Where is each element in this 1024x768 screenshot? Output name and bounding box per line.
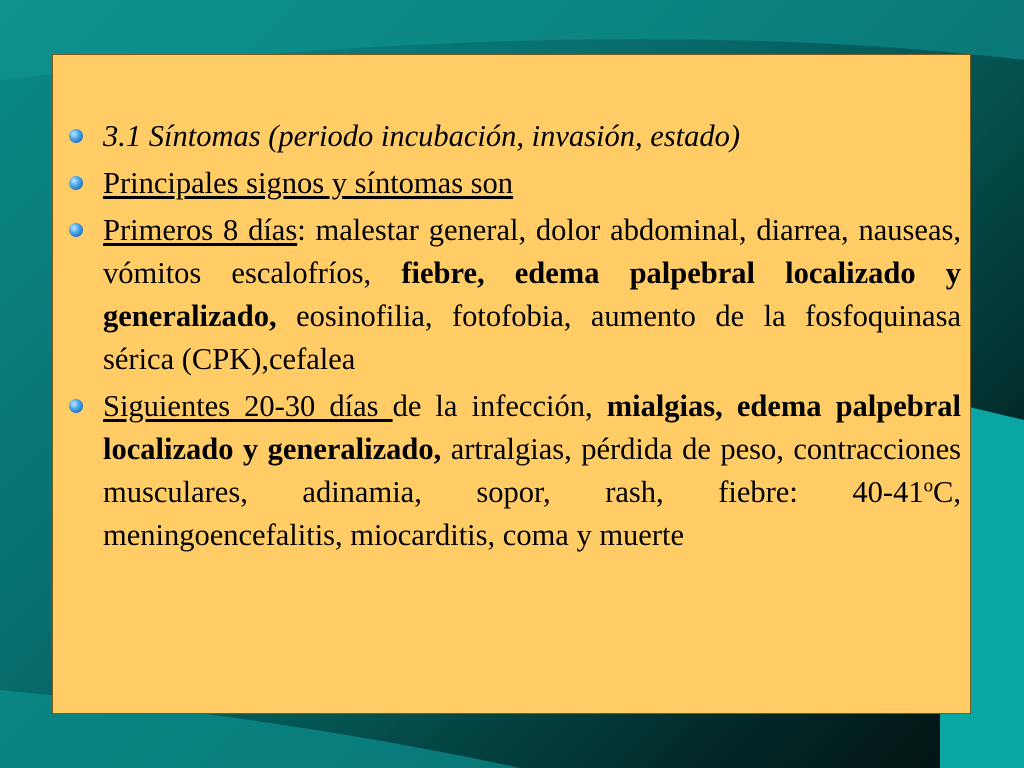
bullet-dot-icon xyxy=(69,399,83,413)
bullet-dot-icon xyxy=(69,223,83,237)
first-8-days-text-2: eosinofilia, fotofobia, aumento de la fosfoquinasa sérica (CPK),cefalea xyxy=(103,299,961,376)
bullet-dot-icon xyxy=(69,176,83,190)
bullet-item-main-signs xyxy=(103,162,961,205)
next-days-label: Siguientes 20-30 días xyxy=(103,389,393,423)
next-days-bold-text: mialgias, edema palpebral localizado y generalizado, xyxy=(103,389,962,466)
bullet-dot-icon xyxy=(69,129,83,143)
main-signs-text: Principales signos y síntomas son xyxy=(103,166,514,200)
bullet-list xyxy=(103,115,961,561)
next-days-text-3: C, meningoencefalitis, miocarditis, coma y muerte xyxy=(103,475,961,552)
heading-text: 3.1 Síntomas (periodo incubación, invasión, estado) xyxy=(103,119,741,153)
next-days-text-1: de la infección, xyxy=(392,389,607,423)
bullet-item-first-8-days xyxy=(103,209,961,381)
first-8-days-label: Primeros 8 días xyxy=(103,213,298,247)
bullet-item-symptoms-heading xyxy=(103,115,961,158)
degree-superscript: o xyxy=(923,475,934,497)
first-8-days-bold-text: fiebre, edema palpebral localizado y generalizado, xyxy=(103,256,962,333)
bullet-item-next-20-30-days xyxy=(103,385,961,557)
first-8-days-text-1: malestar general, dolor abdominal, diarrea, nauseas, vómitos escalofríos, xyxy=(103,213,961,290)
colon-text: : xyxy=(297,213,316,247)
next-days-text-2: artralgias, pérdida de peso, contracciones musculares, adinamia, sopor, rash, fiebre: 40-41 xyxy=(103,432,961,509)
content-panel xyxy=(52,54,971,714)
